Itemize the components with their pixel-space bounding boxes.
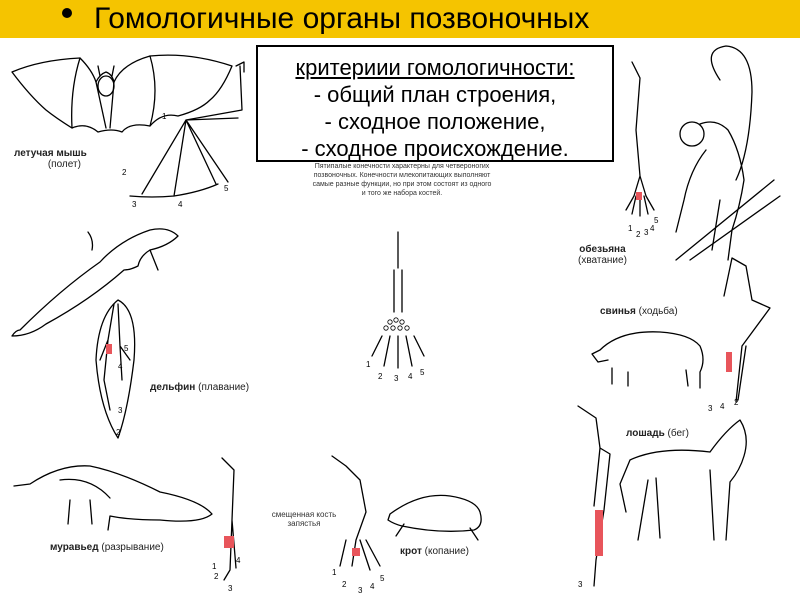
anteater-digit-3: 3: [228, 584, 233, 593]
dolphin-flipper: [96, 300, 135, 438]
schema-digit-3: 3: [394, 374, 399, 383]
bat-wing-skeleton: [130, 62, 244, 197]
mole-digit-4: 4: [370, 582, 375, 591]
mole-digit-1: 1: [332, 568, 337, 577]
horse-leg-skeleton: [578, 406, 610, 586]
monkey-name: обезьяна: [579, 244, 626, 255]
dolphin-function: (плавание): [198, 382, 250, 393]
mole-caption: [400, 546, 469, 557]
anteater-drawing: [14, 466, 212, 530]
pentadactyl-note-line: Пятипалые конечности характерны для четвероногих: [314, 163, 490, 170]
criteria-item-origin: - сходное происхождение.: [301, 136, 569, 161]
horse-function: (бег): [667, 428, 689, 439]
carpal-circles: [384, 318, 409, 330]
slide-title: Гомологичные органы позвоночных: [94, 4, 590, 35]
anteater-name: муравьед: [50, 542, 99, 553]
anteater-digit-2: 2: [214, 572, 219, 581]
dolphin-digit-5: 5: [124, 344, 129, 353]
pig-leg-skeleton: [724, 258, 770, 402]
wrist-note: [264, 510, 344, 528]
bat-digit-2: 2: [122, 168, 127, 177]
central-limb-schema: [372, 232, 424, 368]
dolphin-digit-3: 3: [118, 406, 123, 415]
monkey-drawing: [676, 46, 780, 260]
anteater-digit-1: 1: [212, 562, 217, 571]
bat-caption: [14, 148, 87, 170]
mole-digit-2: 2: [342, 580, 347, 589]
bat-name: летучая мышь: [14, 148, 87, 159]
bat-digit-4: 4: [178, 200, 183, 209]
schema-digit-2: 2: [378, 372, 383, 381]
mole-digit-5: 5: [380, 574, 385, 583]
horse-digit-3: 3: [578, 580, 583, 589]
horse-caption: [626, 428, 689, 439]
dolphin-digit-2: 2: [116, 428, 121, 437]
monkey-digit-3: 3: [644, 228, 649, 237]
anteater-arm-skeleton: [222, 458, 236, 580]
monkey-function: (хватание): [578, 255, 627, 266]
monkey-caption: [578, 244, 627, 266]
pentadactyl-note: [262, 162, 542, 198]
horse-name: лошадь: [626, 428, 665, 439]
bat-digit-1: 1: [162, 112, 167, 121]
pig-digit-4: 4: [720, 402, 725, 411]
criteria-item-position: - сходное положение,: [324, 109, 546, 134]
wrist-note-line: смещенная кость: [271, 510, 337, 519]
pig-digit-2: 2: [734, 398, 739, 407]
wrist-note-line: запястья: [287, 519, 321, 528]
mole-drawing: [388, 495, 481, 540]
monkey-digit-5: 5: [654, 216, 659, 225]
monkey-digit-4: 4: [650, 224, 655, 233]
pig-caption: [600, 306, 678, 317]
monkey-digit-2: 2: [636, 230, 641, 239]
schema-digit-5: 5: [420, 368, 425, 377]
pig-digit-3: 3: [708, 404, 713, 413]
bat-digit-5: 5: [224, 184, 229, 193]
mole-function: (копание): [424, 546, 470, 557]
mole-digit-3: 3: [358, 586, 363, 595]
anteater-caption: [50, 542, 164, 553]
anteater-digit-4: 4: [236, 556, 241, 565]
mole-name: крот: [400, 546, 422, 557]
schema-digit-1: 1: [366, 360, 371, 369]
dolphin-digit-4: 4: [118, 362, 123, 371]
pentadactyl-note-line: и того же набора костей.: [361, 190, 443, 197]
criteria-item-general-plan: - общий план строения,: [313, 82, 557, 107]
schema-digit-4: 4: [408, 372, 413, 381]
pig-drawing: [592, 332, 703, 388]
dolphin-drawing: [12, 229, 178, 336]
pig-function: (ходьба): [638, 306, 678, 317]
bat-digit-3: 3: [132, 200, 137, 209]
wrist-highlights: [106, 192, 732, 556]
bat-drawing: [12, 55, 232, 132]
pentadactyl-note-line: позвоночных. Конечности млекопитающих выполняют: [313, 172, 491, 179]
monkey-digit-1: 1: [628, 224, 633, 233]
pentadactyl-note-line: самые разные функции, но при этом состоят из одного: [312, 181, 492, 188]
anteater-function: (разрывание): [101, 542, 164, 553]
bat-function: (полет): [47, 159, 81, 170]
dolphin-caption: [150, 382, 249, 393]
homology-criteria-box: [256, 45, 614, 162]
dolphin-name: дельфин: [150, 382, 196, 393]
pig-name: свинья: [600, 306, 636, 317]
criteria-heading: критериии гомологичности:: [295, 55, 575, 80]
